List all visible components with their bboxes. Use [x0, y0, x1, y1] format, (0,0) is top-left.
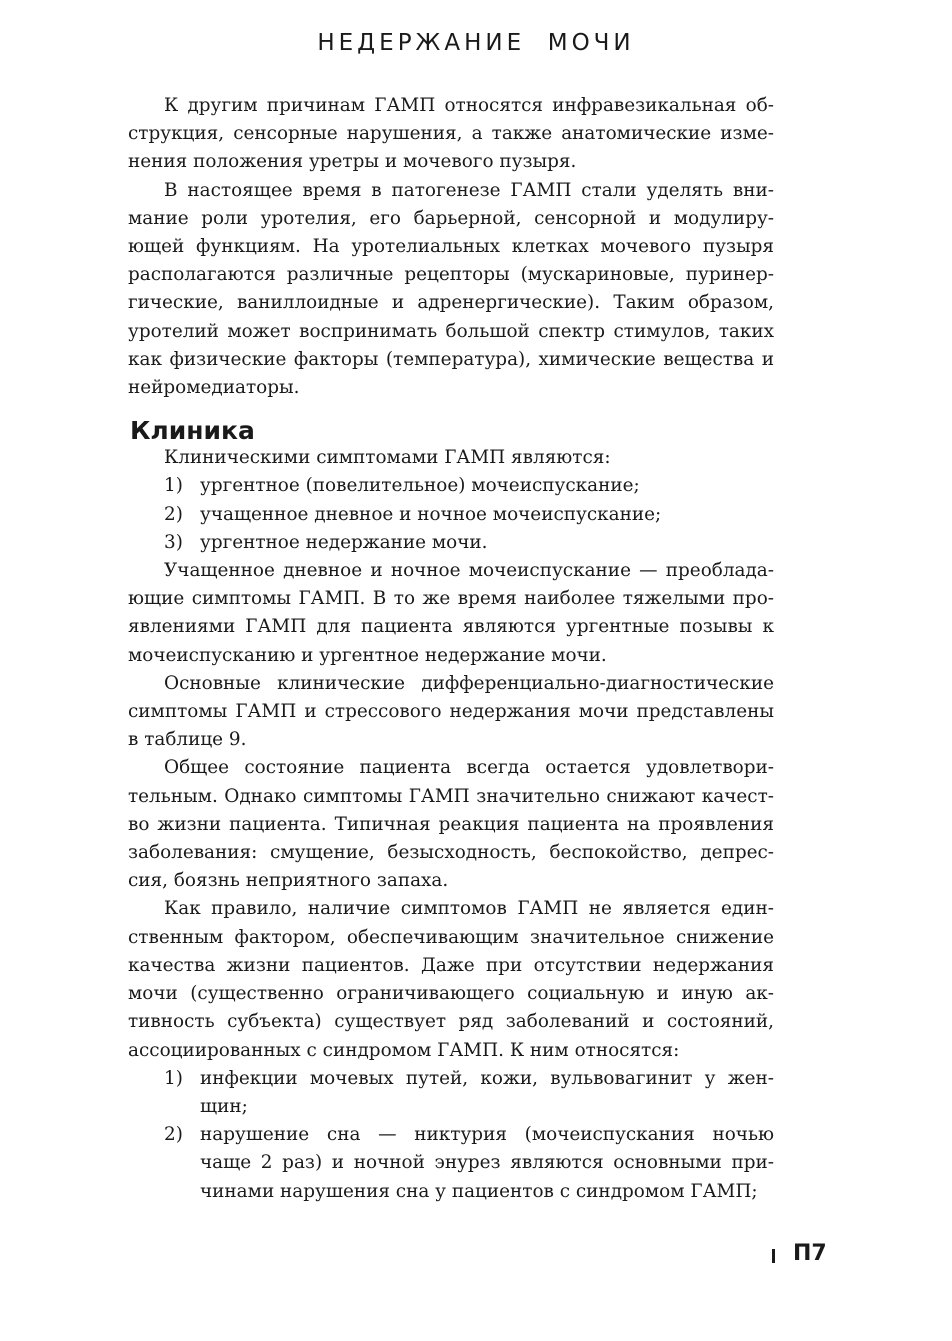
list-number: 2) — [164, 1124, 183, 1146]
text-line: явлениями ГАМП для пациента являются ургентные позывы к — [128, 616, 774, 638]
text-line: щин; — [200, 1095, 248, 1117]
body-paragraph — [128, 557, 774, 670]
text-line: учащенное дневное и ночное мочеиспускание; — [200, 503, 662, 525]
text-line: во жизни пациента. Типичная реакция пациента на проявления — [128, 813, 774, 835]
running-head: НЕДЕРЖАНИЕ МОЧИ — [317, 30, 635, 56]
text-line: сия, боязнь неприятного запаха. — [128, 870, 449, 892]
text-line: ющие симптомы ГАМП. В то же время наиболее тяжелыми про- — [128, 588, 774, 610]
text-line: ургентное (повелительное) мочеиспускание; — [200, 475, 640, 497]
text-line: в таблице 9. — [128, 729, 247, 751]
text-line: нейромедиаторы. — [128, 377, 300, 399]
folio-divider — [772, 1249, 775, 1263]
text-line: тельным. Однако симптомы ГАМП значительно снижают качест- — [128, 785, 774, 807]
list-number: 1) — [164, 1067, 183, 1089]
intro-paragraph — [128, 177, 774, 403]
text-line: заболевания: смущение, безысходность, беспокойство, депрес- — [128, 842, 774, 864]
text-line: В настоящее время в патогенезе ГАМП стали уделять вни- — [164, 179, 774, 201]
text-line: ассоциированных с синдромом ГАМП. К ним относятся: — [128, 1039, 680, 1061]
list-number: 3) — [164, 531, 183, 553]
text-line: нарушение сна — никтурия (мочеиспускания ночью — [200, 1124, 774, 1146]
text-line: ургентное недержание мочи. — [200, 531, 488, 553]
text-line: симптомы ГАМП и стрессового недержания мочи представлены — [128, 701, 774, 723]
text-line: Основные клинические дифференциально-диагностические — [164, 672, 774, 694]
list-item — [128, 501, 774, 529]
text-line: Учащенное дневное и ночное мочеиспускание — преоблада- — [164, 560, 774, 582]
text-line: ственным фактором, обеспечивающим значительное снижение — [128, 926, 774, 948]
text-line: мочеиспусканию и ургентное недержание мочи. — [128, 644, 607, 666]
text-line: качества жизни пациентов. Даже при отсутствии недержания — [128, 954, 774, 976]
list-number: 2) — [164, 503, 183, 525]
list-item — [128, 1065, 774, 1121]
text-line: Как правило, наличие симптомов ГАМП не является един- — [164, 898, 774, 920]
text-line: чинами нарушения сна у пациентов с синдромом ГАМП; — [200, 1180, 758, 1202]
page-number: П7 — [793, 1241, 827, 1266]
page-folio — [772, 1240, 827, 1268]
list-item — [128, 529, 774, 557]
text-line: мание роли уротелия, его барьерной, сенсорной и модулиру- — [128, 207, 774, 229]
section-heading: Клиника — [130, 416, 255, 446]
text-line: располагаются различные рецепторы (мускариновые, пуринер- — [128, 264, 774, 286]
page-body — [128, 92, 774, 1206]
text-line: инфекции мочевых путей, кожи, вульвовагинит у жен- — [200, 1067, 774, 1089]
text-line: уротелий может воспринимать большой спектр стимулов, таких — [128, 320, 774, 342]
text-line: как физические факторы (температура), химические вещества и — [128, 348, 774, 370]
text-line: гические, ваниллоидные и адренергические). Таким образом, — [128, 292, 774, 314]
list-item — [128, 1121, 774, 1206]
text-line: Общее состояние пациента всегда остается удовлетвори- — [164, 757, 774, 779]
text-line: ющей функциям. На уротелиальных клетках мочевого пузыря — [128, 236, 774, 258]
body-paragraph — [128, 754, 774, 895]
body-paragraph — [128, 895, 774, 1064]
text-line: К другим причинам ГАМП относятся инфравезикальная об- — [164, 95, 774, 116]
section-lead: Клиническими симптомами ГАМП являются: — [164, 447, 611, 469]
text-line: струкция, сенсорные нарушения, а также анатомические изме- — [128, 123, 774, 145]
list-item — [128, 472, 774, 500]
text-line: нения положения уретры и мочевого пузыря. — [128, 151, 577, 173]
text-line: чаще 2 раз) и ночной энурез являются основными при- — [200, 1152, 774, 1174]
text-line: мочи (существенно ограничивающего социальную и иную ак- — [128, 983, 774, 1005]
intro-paragraph — [128, 92, 774, 177]
list-number: 1) — [164, 475, 183, 497]
text-line: тивность субъекта) существует ряд заболеваний и состояний, — [128, 1011, 774, 1033]
body-paragraph — [128, 670, 774, 755]
